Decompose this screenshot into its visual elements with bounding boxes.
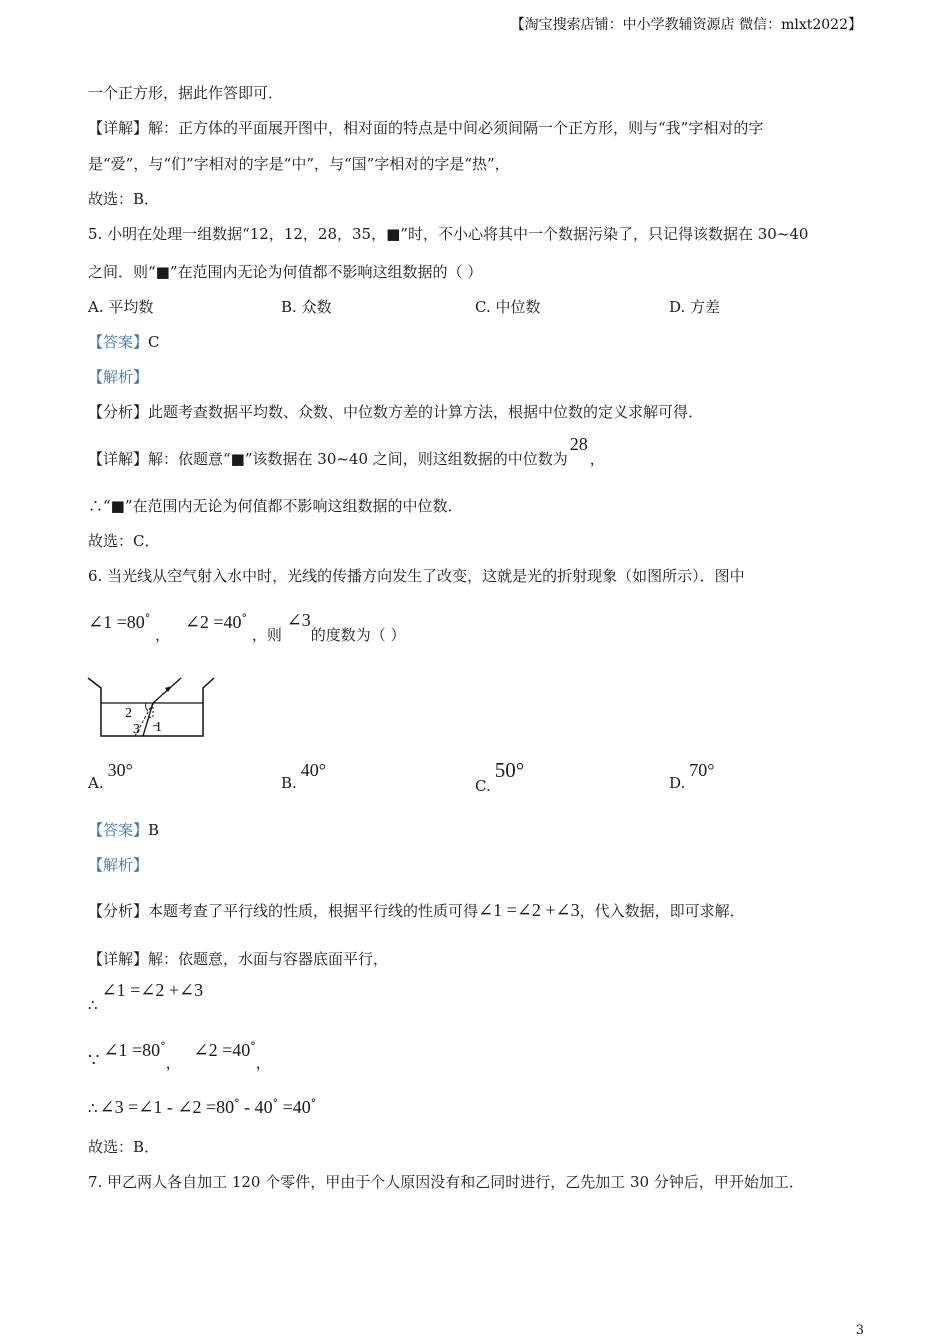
page-header: 【淘宝搜索店铺：中小学教辅资源店 微信：mlxt2022】	[510, 17, 862, 33]
q6-option-d: D.70°	[669, 760, 715, 792]
q6-answer: 【答案】B	[88, 821, 160, 839]
q5-choice: 故选：C．	[88, 532, 160, 550]
q5-analysis: 【分析】此题考查数据平均数、众数、中位数方差的计算方法，根据中位数的定义求解可得．	[88, 403, 704, 421]
text-line: 故选：B．	[88, 190, 160, 208]
q6-analysis: 【分析】本题考查了平行线的性质，根据平行线的性质可得∠1 =∠2 +∠3，代入数据，即可求解．	[88, 900, 745, 920]
q5-option-b: B. 众数	[281, 298, 332, 316]
text-line: 是“爱”，与“们”字相对的字是“中”，与“国”字相对的字是“热”，	[88, 155, 510, 173]
q5-detail: 【详解】解：依题意“■”该数据在 30~40 之间，则这组数据的中位数为28，	[88, 434, 605, 468]
q5-therefore: ∴“■”在范围内无论为何值都不影响这组数据的中位数．	[88, 497, 463, 515]
q5-answer: 【答案】C	[88, 333, 160, 351]
question-6-text: 6. 当光线从空气射入水中时，光线的传播方向发生了改变，这就是光的折射现象（如图所示）．图中	[88, 567, 745, 585]
q6-option-b: B.40°	[281, 760, 326, 792]
q5-option-a: A. 平均数	[88, 298, 154, 316]
q6-step-2: ∵ ∠1 =80°， ∠2 =40°，	[88, 1040, 271, 1072]
q6-option-a: A.30°	[88, 760, 133, 792]
refraction-figure	[86, 674, 218, 742]
text-line: 【详解】解：正方体的平面展开图中，相对面的特点是中间必须间隔一个正方形，则与“我”字相对的字	[88, 119, 764, 137]
page-number: 3	[855, 1323, 864, 1338]
q5-option-d: D. 方差	[669, 298, 721, 316]
q5-option-c: C. 中位数	[475, 298, 541, 316]
figure-label-3: 3	[133, 722, 140, 737]
q6-analysis-tag: 【解析】	[88, 856, 149, 874]
q5-analysis-tag: 【解析】	[88, 368, 149, 386]
q6-choice: 故选：B．	[88, 1138, 160, 1156]
q6-step-1: ∴∠1 =∠2 +∠3	[88, 980, 204, 1014]
q6-step-3: ∴ ∠3 =∠1 - ∠2 =80° - 40° =40°	[88, 1097, 317, 1117]
question-6-condition: ∠1 =80° ， ∠2 =40° ，则 ∠3的度数为（ ）	[88, 610, 406, 644]
question-5-text: 之间．则“■”在范围内无论为何值都不影响这组数据的（ ）	[88, 263, 483, 281]
figure-label-2: 2	[125, 706, 132, 721]
question-5-text: 5. 小明在处理一组数据“12，12，28，35，■”时，不小心将其中一个数据污染了，只记得该数据在 30~40	[88, 225, 809, 243]
text-line: 一个正方形，据此作答即可．	[88, 84, 284, 102]
figure-label-1: 1	[155, 720, 162, 735]
q6-detail: 【详解】解：依题意，水面与容器底面平行，	[88, 950, 389, 968]
question-7-text: 7. 甲乙两人各自加工 120 个零件，甲由于个人原因没有和乙同时进行，乙先加工 30 分钟后，甲开始加工．	[88, 1173, 804, 1191]
q6-option-c: C.50°	[475, 758, 525, 795]
